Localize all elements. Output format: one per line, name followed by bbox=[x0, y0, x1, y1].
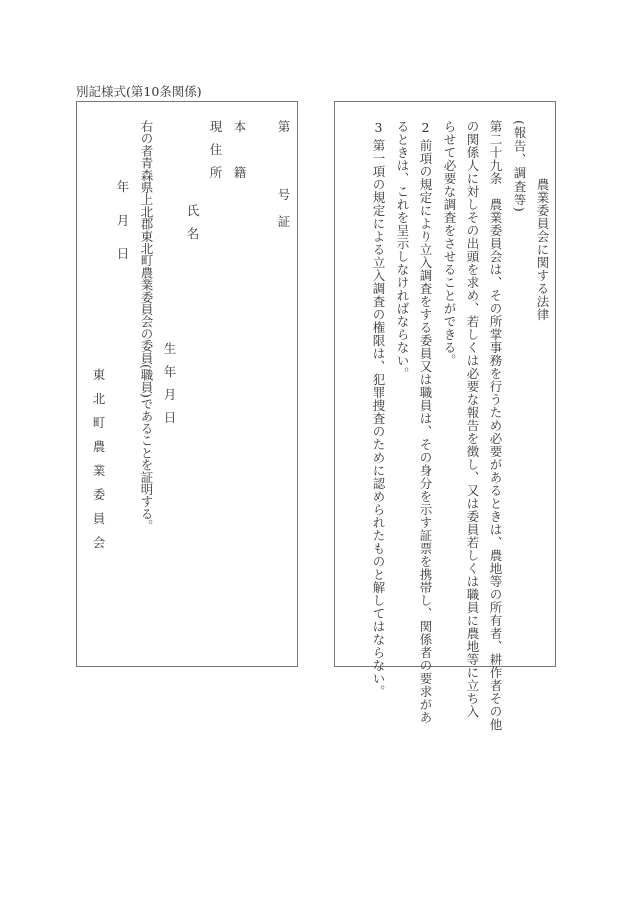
genjusho-label-3: 所 bbox=[208, 166, 223, 179]
paragraph-3-line-1: 第一項の規定による立入調査の権限は、犯罪捜査のために認められたものと解してはならない。 bbox=[371, 139, 386, 698]
issuer-char: 北 bbox=[91, 392, 106, 405]
paragraph-2-line-1: 前項の規定により立入調査をする委員又は職員は、その身分を示す証票を携帯し、関係者の要求があ bbox=[418, 139, 433, 724]
issuer-char: 会 bbox=[91, 536, 106, 549]
birthdate-label-4: 日 bbox=[162, 411, 177, 424]
birthdate-label-2: 年 bbox=[162, 365, 177, 378]
honseki-label-1: 本 bbox=[232, 120, 247, 133]
honseki-label-2: 籍 bbox=[232, 166, 247, 179]
cert-number-label-mid: 号 bbox=[276, 188, 291, 201]
issuer-char: 員 bbox=[91, 512, 106, 525]
article-29-line-3: らせて必要な調査をさせることができる。 bbox=[442, 120, 457, 367]
issuer-char: 業 bbox=[91, 464, 106, 477]
shimei-label-2: 名 bbox=[185, 227, 200, 240]
issue-date-label-3: 日 bbox=[115, 247, 130, 260]
certificate-panel bbox=[76, 101, 298, 667]
shimei-label-1: 氏 bbox=[185, 204, 200, 217]
certification-statement: 右の者青森県上北郡東北町農業委員会の委員(職員)であることを証明する。 bbox=[139, 120, 154, 532]
issue-date-label-1: 年 bbox=[115, 180, 130, 193]
birthdate-label-3: 月 bbox=[162, 388, 177, 401]
genjusho-label-1: 現 bbox=[208, 120, 223, 133]
issuer-char: 東 bbox=[91, 368, 106, 381]
birthdate-label-1: 生 bbox=[162, 342, 177, 355]
genjusho-label-2: 住 bbox=[208, 143, 223, 156]
issuer-char: 委 bbox=[91, 488, 106, 501]
law-excerpt-panel bbox=[334, 101, 556, 731]
form-caption: 別記様式(第10条関係) bbox=[76, 84, 202, 99]
article-29-line-1: 第二十九条 農業委員会は、その所掌事務を行うため必要があるときは、農地等の所有者、耕作者その他 bbox=[488, 120, 503, 731]
cert-number-label-bottom: 証 bbox=[276, 215, 291, 228]
paragraph-2-line-2: るときは、これを呈示しなければならない。 bbox=[395, 120, 410, 380]
cert-number-label-top: 第 bbox=[276, 120, 291, 133]
issuer-char: 町 bbox=[91, 416, 106, 429]
article-29-line-2: の関係人に対しその出頭を求め、若しくは必要な報告を徴し、又は委員若しくは職員に農地等に立ち入 bbox=[465, 120, 480, 718]
issue-date-label-2: 月 bbox=[115, 214, 130, 227]
law-subtitle: (報告、調査等) bbox=[512, 120, 527, 213]
law-title: 農業委員会に関する法律 bbox=[535, 178, 550, 321]
paragraph-3-number: 3 bbox=[371, 120, 386, 135]
issuer-char: 農 bbox=[91, 440, 106, 453]
paragraph-2-number: 2 bbox=[418, 120, 433, 135]
